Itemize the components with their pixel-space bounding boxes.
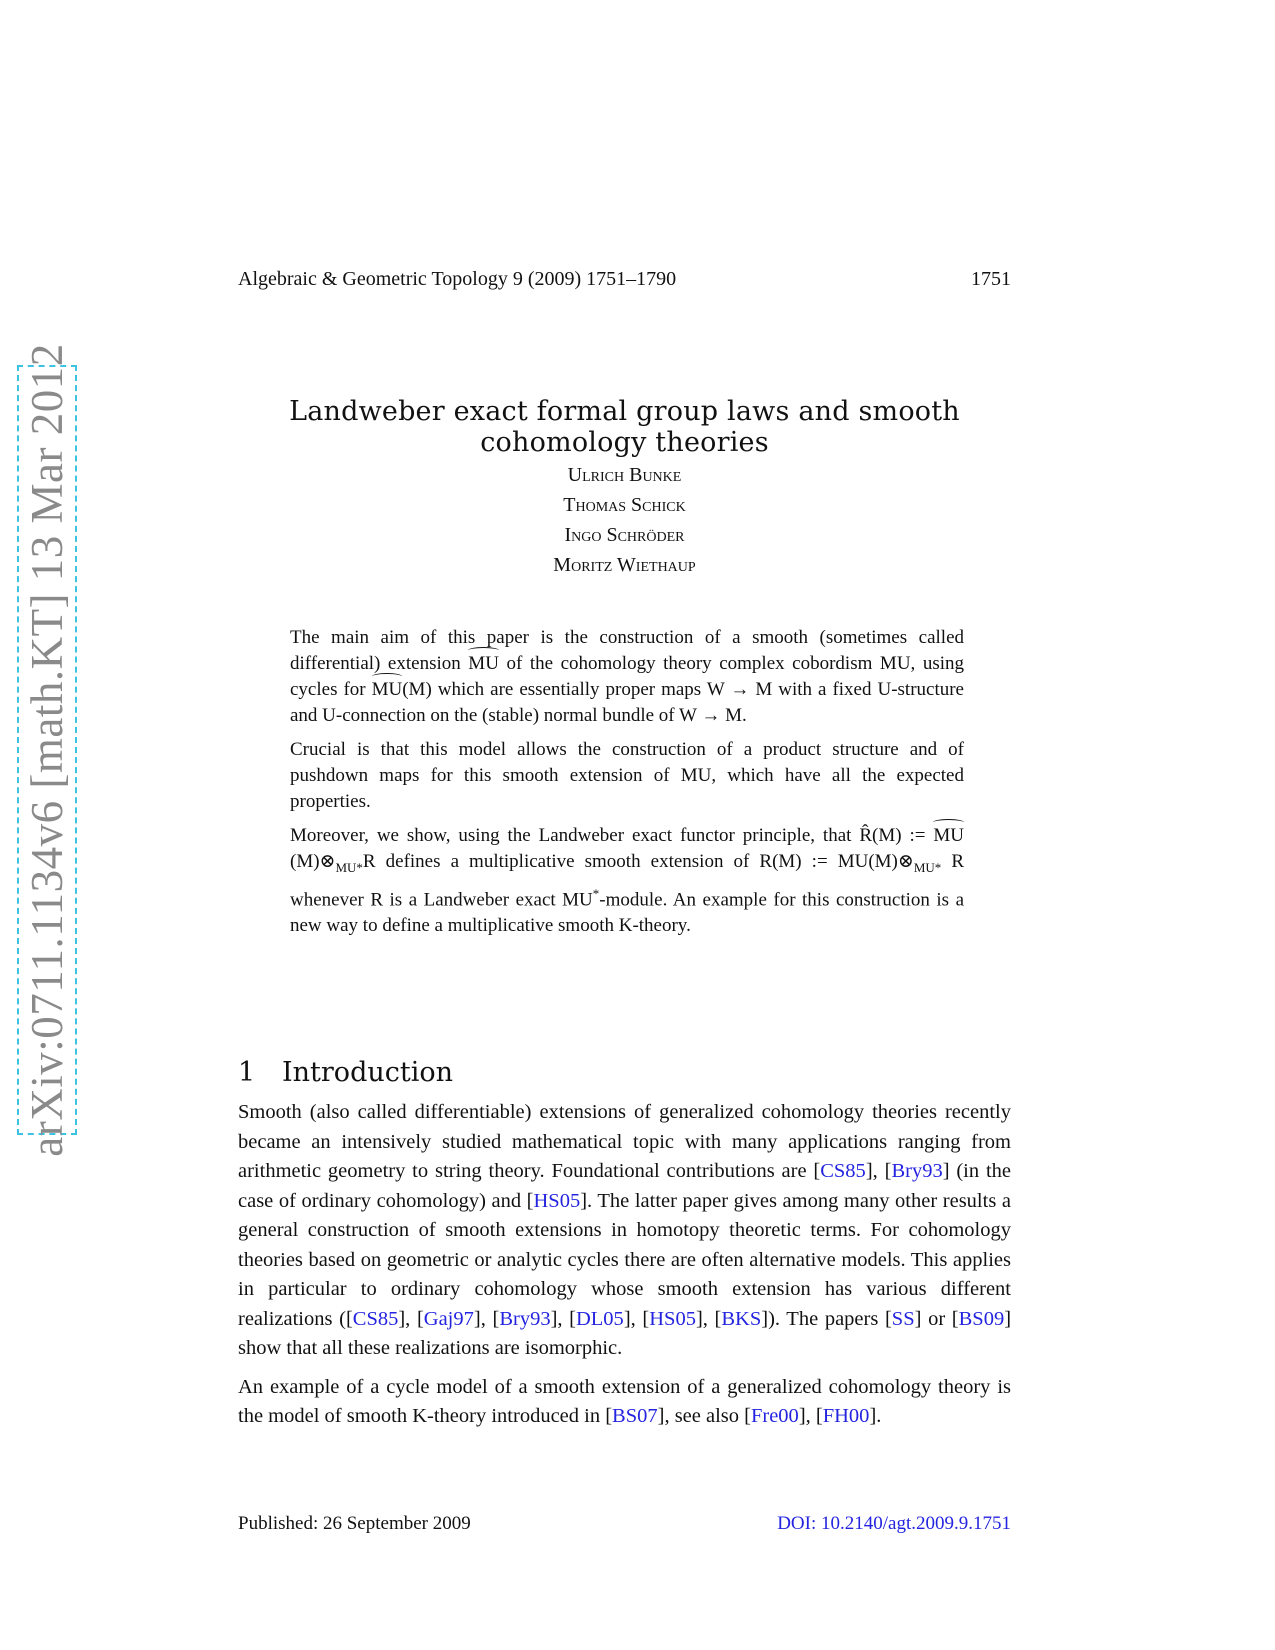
citation-link[interactable]: FH00 xyxy=(822,1405,870,1427)
citation-link[interactable]: CS85 xyxy=(820,1160,866,1182)
citation-link[interactable]: CS85 xyxy=(352,1307,399,1330)
citation-link[interactable]: HS05 xyxy=(533,1189,581,1212)
mu-hat-symbol: MU xyxy=(933,823,964,849)
author-name: Ulrich Bunke xyxy=(567,464,682,486)
citation-link[interactable]: BS09 xyxy=(958,1307,1005,1330)
citation-link[interactable]: HS05 xyxy=(649,1307,696,1330)
author-list xyxy=(238,460,1011,580)
author-name: Thomas Schick xyxy=(563,494,686,516)
arxiv-id[interactable]: arXiv:0711.1134v6 [math.KT] 13 Mar 2012 xyxy=(22,343,72,1157)
abstract-paragraph: Crucial is that this model allows the construction of a product structure and of pushdown maps for this smooth extension of MU, which have all the expected properties. xyxy=(290,739,964,812)
body-paragraph: Smooth (also called differentiable) extensions of generalized cohomology theories recently became an intensively studied mathematical topic with many applications ranging from arithmetic geometry to string theory. Foundational contributions are [CS85], [Bry93] (in the case of ordinary cohomology) and [HS05]. The latter paper gives among many other results a general construction of smooth extensions in homotopy theoretic terms. For cohomology theories based on geometric or analytic cycles there are often alternative models. This applies in particular to ordinary cohomology whose smooth extension has various different realizations ([CS85], [Gaj97], [Bry93], [DL05], [HS05], [BKS]). The papers [SS] or [BS09] show that all these realizations are isomorphic. xyxy=(238,1101,1012,1359)
section-title: Introduction xyxy=(282,1057,453,1089)
body-paragraph: An example of a cycle model of a smooth extension of a generalized cohomology theory is the model of smooth K-theory introduced in [BS07], see also [Fre00], [FH00]. xyxy=(238,1375,1011,1427)
citation-link[interactable]: BKS xyxy=(721,1307,762,1330)
citation-link[interactable]: SS xyxy=(891,1307,915,1330)
citation-link[interactable]: DL05 xyxy=(575,1307,624,1330)
citation-link[interactable]: Bry93 xyxy=(891,1160,943,1182)
abstract xyxy=(290,625,964,947)
running-header xyxy=(238,268,1011,291)
author-name: Moritz Wiethaup xyxy=(553,554,696,576)
citation-link[interactable]: BS07 xyxy=(612,1405,658,1427)
page-number: 1751 xyxy=(971,268,1011,290)
citation-link[interactable]: Gaj97 xyxy=(423,1307,474,1330)
section-number: 1 xyxy=(238,1057,256,1089)
abstract-paragraph: The main aim of this paper is the construction of a smooth (sometimes called differential) extension MU of the cohomology theory complex cobordism MU, using cycles for MU(M) which are essentially proper maps W → M with a fixed U-structure and U-connection on the (stable) normal bundle of W → M. xyxy=(290,627,965,726)
doi-link[interactable]: DOI: 10.2140/agt.2009.9.1751 xyxy=(777,1513,1011,1534)
mu-hat-symbol: MU xyxy=(372,677,403,703)
section-heading xyxy=(238,1057,453,1088)
author-name: Ingo Schröder xyxy=(564,524,685,546)
introduction-body xyxy=(238,1098,1011,1441)
abstract-paragraph: Moreover, we show, using the Landweber exact functor principle, that R̂(M) := $MU(M)\otimes_{MU*}R$ defines a multiplicative smooth extension of R(M) := $MU(M)\otimes_{MU*}$ R whenever R is a Landweber exact MU*-module. An example for this construction is a new way to define a multiplicative smooth K-theory. xyxy=(290,825,965,937)
mu-hat-symbol: MU xyxy=(468,651,499,677)
journal-name: Algebraic & Geometric Topology 9 (2009) 1751–1790 xyxy=(238,268,677,290)
paper-title: Landweber exact formal group laws and smooth cohomology theories xyxy=(289,396,960,459)
published-date: Published: 26 September 2009 xyxy=(238,1513,471,1534)
citation-link[interactable]: Fre00 xyxy=(750,1405,799,1427)
citation-link[interactable]: Bry93 xyxy=(499,1307,551,1330)
page-footer xyxy=(238,1513,1011,1535)
